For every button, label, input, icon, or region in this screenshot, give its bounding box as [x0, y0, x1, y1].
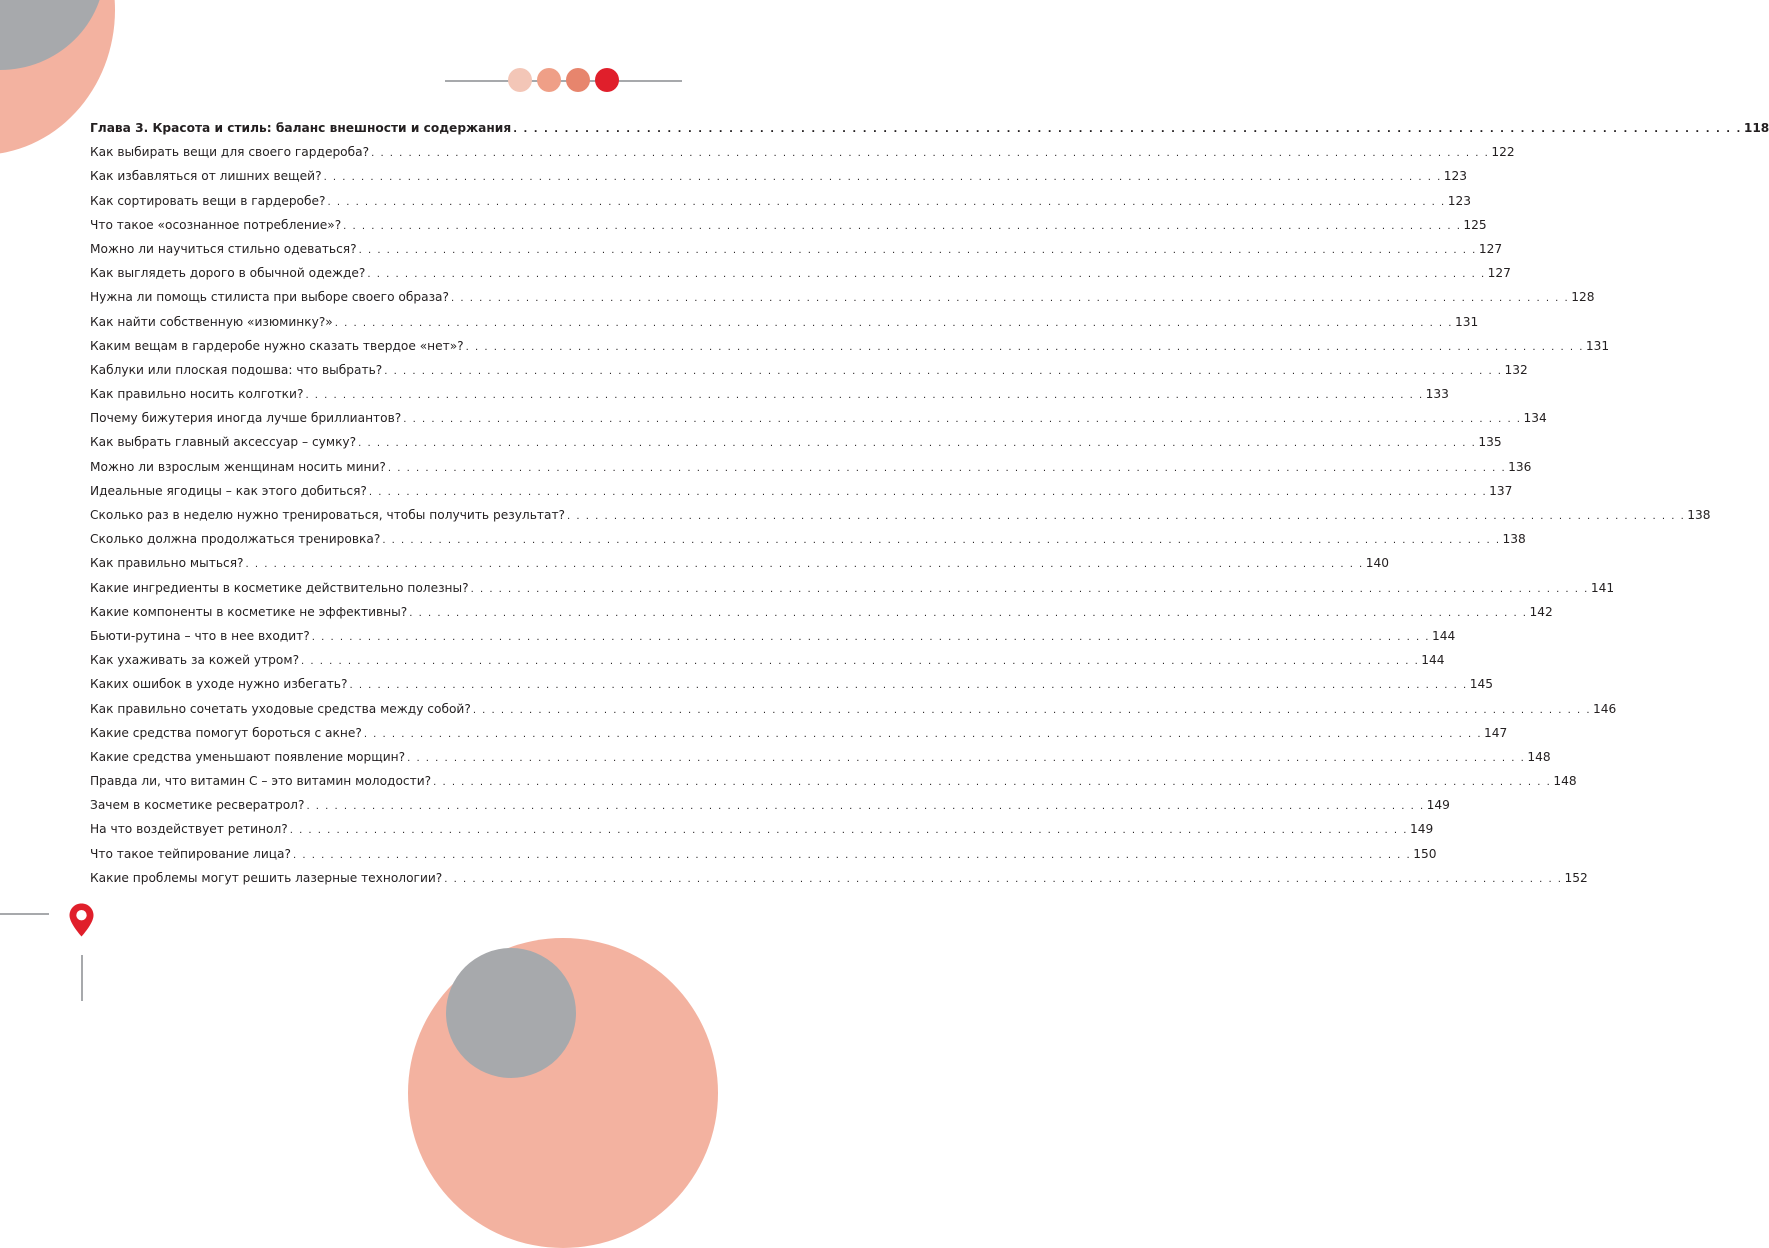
header-rule: [445, 80, 682, 82]
toc-leader-dots: . . . . . . . . . . . . . . . . . . . . . . . . . . . . . . . . . . . . . . . . . . . . . . . . . . . . . . . . . . . . . . . . . . . . . . . . . . . . . . . . . . . . . . . . . . . . . . . . . . . . . . . . . . . . . . . . . . . . . . . .: [289, 825, 1408, 837]
toc-entry-title: Какие компоненты в косметике не эффективны?: [90, 604, 408, 619]
toc-leader-dots: . . . . . . . . . . . . . . . . . . . . . . . . . . . . . . . . . . . . . . . . . . . . . . . . . . . . . . . . . . . . . . . . . . . . . . . . . . . . . . . . . . . . . . . . . . . . . . . . . . . . . . . . . . . . . . . . . . . . . . . .: [387, 462, 1507, 474]
toc-entry-title: Каких ошибок в уходе нужно избегать?: [90, 677, 348, 692]
toc-entry-page: 142: [1529, 604, 1553, 619]
toc-entry-title: Сколько раз в неделю нужно тренироваться, чтобы получить результат?: [90, 508, 566, 522]
toc-entry[interactable]: [90, 191, 1471, 215]
toc-entry-title: На что воздействует ретинол?: [90, 822, 288, 837]
toc-entry[interactable]: [90, 626, 1456, 650]
header-dot-3: [566, 68, 590, 92]
toc-leader-dots: . . . . . . . . . . . . . . . . . . . . . . . . . . . . . . . . . . . . . . . . . . . . . . . . . . . . . . . . . . . . . . . . . . . . . . . . . . . . . . . . . . . . . . . . . . . . . . . . . . . . . . . . . . . . . . . . . . . . . . . .: [433, 777, 1552, 789]
toc-entry-title: Что такое «осознанное потребление»?: [90, 217, 342, 232]
toc-entry-page: 148: [1527, 749, 1551, 764]
toc-entry[interactable]: [90, 481, 1513, 505]
toc-entry[interactable]: [90, 529, 1526, 553]
toc-leader-dots: . . . . . . . . . . . . . . . . . . . . . . . . . . . . . . . . . . . . . . . . . . . . . . . . . . . . . . . . . . . . . . . . . . . . . . . . . . . . . . . . . . . . . . . . . . . . . . . . . . . . . . . . . . . . . . . . . . . . . . . .: [306, 801, 1425, 813]
toc-entry[interactable]: [90, 553, 1389, 577]
toc-entry[interactable]: [90, 336, 1610, 360]
toc-entry-page: 138: [1687, 508, 1711, 522]
toc-entry-page: 122: [1491, 145, 1515, 160]
toc-entry-title: Какие ингредиенты в косметике действительно полезны?: [90, 580, 469, 595]
toc-leader-dots: . . . . . . . . . . . . . . . . . . . . . . . . . . . . . . . . . . . . . . . . . . . . . . . . . . . . . . . . . . . . . . . . . . . . . . . . . . . . . . . . . . . . . . . . . . . . . . . . . . . . . . . . . . . . . . . . . . . . . . . .: [444, 873, 1563, 885]
toc-entry[interactable]: [90, 819, 1434, 843]
toc-entry-title: Можно ли научиться стильно одеваться?: [90, 241, 357, 256]
toc-entry-title: Зачем в косметике ресвератрол?: [90, 798, 305, 813]
toc-leader-dots: . . . . . . . . . . . . . . . . . . . . . . . . . . . . . . . . . . . . . . . . . . . . . . . . . . . . . . . . . . . . . . . . . . . . . . . . . . . . . . . . . . . . . . . . . . . . . . . . . . . . . . . . . . . . . . . . . . . . . . . .: [358, 438, 1477, 450]
toc-entry-title: Как ухаживать за кожей утром?: [90, 653, 300, 668]
toc-entry-page: 125: [1463, 217, 1487, 232]
toc-entry-page: 127: [1487, 266, 1511, 281]
toc-chapter-title: Глава 3. Красота и стиль: баланс внешности и содержания: [90, 121, 512, 135]
toc-leader-dots: . . . . . . . . . . . . . . . . . . . . . . . . . . . . . . . . . . . . . . . . . . . . . . . . . . . . . . . . . . . . . . . . . . . . . . . . . . . . . . . . . . . . . . . . . . . . . . . . . . . . . . . . . . . . . . . . . . . . . . . .: [301, 656, 1420, 668]
toc-entry-page: 149: [1426, 798, 1450, 813]
toc-leader-dots: . . . . . . . . . . . . . . . . . . . . . . . . . . . . . . . . . . . . . . . . . . . . . . . . . . . . . . . . . . . . . . . . . . . . . . . . . . . . . . . . . . . . . . . . . . . . . . . . . . . . . . . . . . . . . . . . . . . . . . . .: [465, 341, 1584, 353]
toc-entry-title: Бьюти-рутина – что в нее входит?: [90, 628, 310, 643]
location-pin-icon: [68, 902, 95, 938]
toc-entry-page: 138: [1502, 532, 1526, 547]
toc-entry-title: Правда ли, что витамин С – это витамин молодости?: [90, 774, 432, 789]
toc-entry-title: Как сортировать вещи в гардеробе?: [90, 193, 326, 208]
toc-entry[interactable]: [90, 142, 1515, 166]
toc-leader-dots: . . . . . . . . . . . . . . . . . . . . . . . . . . . . . . . . . . . . . . . . . . . . . . . . . . . . . . . . . . . . . . . . . . . . . . . . . . . . . . . . . . . . . . . . . . . . . . . . . . . . . . . . . . . . . . . . . . . . . . . .: [407, 752, 1526, 764]
toc-entry[interactable]: [90, 432, 1502, 456]
toc-leader-dots: . . . . . . . . . . . . . . . . . . . . . . . . . . . . . . . . . . . . . . . . . . . . . . . . . . . . . . . . . . . . . . . . . . . . . . . . . . . . . . . . . . . . . . . . . . . . . . . . . . . . . . . . . . . . . . . . . . . . . . . .: [384, 365, 1503, 377]
toc-entry[interactable]: [90, 408, 1547, 432]
toc-entry-title: Что такое тейпирование лица?: [90, 846, 291, 861]
toc-chapter-page: 118: [1743, 121, 1769, 135]
toc-entry-page: 152: [1564, 870, 1588, 885]
toc-entry-page: 123: [1443, 169, 1468, 184]
toc-entry-page: 123: [1447, 193, 1471, 208]
toc-entry[interactable]: [90, 263, 1511, 287]
toc-leader-dots: . . . . . . . . . . . . . . . . . . . . . . . . . . . . . . . . . . . . . . . . . . . . . . . . . . . . . . . . . . . . . . . . . . . . . . . . . . . . . . . . . . . . . . . . . . . . . . . . . . . . . . . . . . . . . . . . . . . . . . . .: [363, 728, 1483, 740]
toc-entry[interactable]: [90, 771, 1577, 795]
toc-leader-dots: . . . . . . . . . . . . . . . . . . . . . . . . . . . . . . . . . . . . . . . . . . . . . . . . . . . . . . . . . . . . . . . . . . . . . . . . . . . . . . . . . . . . . . . . . . . . . . . . . . . . . . . . . . . . . . . . . . . . . . . .: [334, 317, 1453, 329]
toc-leader-dots: . . . . . . . . . . . . . . . . . . . . . . . . . . . . . . . . . . . . . . . . . . . . . . . . . . . . . . . . . . . . . . . . . . . . . . . . . . . . . . . . . . . . . . . . . . . . . . . . . . . . . . . . . . . . . . . . . . . . . . . .: [403, 414, 1522, 426]
toc-entry[interactable]: [90, 239, 1503, 263]
toc-leader-dots: . . . . . . . . . . . . . . . . . . . . . . . . . . . . . . . . . . . . . . . . . . . . . . . . . . . . . . . . . . . . . . . . . . . . . . . . . . . . . . . . . . . . . . . . . . . . . . . . . . . . . . . . . . . . . . . . . . . . . . . .: [245, 559, 1364, 571]
toc-entry-title: Как правильно носить колготки?: [90, 387, 304, 402]
toc-leader-dots: . . . . . . . . . . . . . . . . . . . . . . . . . . . . . . . . . . . . . . . . . . . . . . . . . . . . . . . . . . . . . . . . . . . . . . . . . . . . . . . . . . . . . . . . . . . . . . . . . . . . . . . . . . . . . . . . . . . . . . . .: [409, 607, 1528, 619]
toc-entry[interactable]: [90, 602, 1553, 626]
toc-entry-title: Какие проблемы могут решить лазерные технологии?: [90, 870, 443, 885]
toc-entry-page: 136: [1508, 459, 1532, 474]
toc-entry-page: 144: [1431, 628, 1456, 643]
toc-entry-title: Как правильно сочетать уходовые средства между собой?: [90, 701, 471, 716]
toc-entry-page: 149: [1409, 822, 1434, 837]
toc-chapter-heading[interactable]: [90, 118, 1769, 142]
toc-entry-title: Какие средства уменьшают появление морщин?: [90, 749, 406, 764]
toc-leader-dots: . . . . . . . . . . . . . . . . . . . . . . . . . . . . . . . . . . . . . . . . . . . . . . . . . . . . . . . . . . . . . . . . . . . . . . . . . . . . . . . . . . . . . . . . . . . . . . . . . . . . . . . . . . . . . . . . . . . . . . . .: [343, 220, 1462, 232]
toc-entry-title: Какие средства помогут бороться с акне?: [90, 725, 362, 740]
toc-entry[interactable]: [90, 747, 1551, 771]
toc-entry-title: Каблуки или плоская подошва: что выбрать?: [90, 362, 383, 377]
toc-leader-dots: . . . . . . . . . . . . . . . . . . . . . . . . . . . . . . . . . . . . . . . . . . . . . . . . . . . . . . . . . . . . . . . . . . . . . . . . . . . . . . . . . . . . . . . . . . . . . . . . . . . . . . . . . . . . . . . . . . . . . . . .: [567, 511, 1686, 522]
toc-leader-dots: . . . . . . . . . . . . . . . . . . . . . . . . . . . . . . . . . . . . . . . . . . . . . . . . . . . . . . . . . . . . . . . . . . . . . . . . . . . . . . . . . . . . . . . . . . . . . . . . . . . . . . . . . . . . . . . . . . . . . . . .: [451, 293, 1570, 305]
decorative-grey-circle-bottom: [446, 948, 576, 1078]
toc-entry[interactable]: [90, 360, 1528, 384]
table-of-contents: [90, 118, 1769, 892]
toc-leader-dots: . . . . . . . . . . . . . . . . . . . . . . . . . . . . . . . . . . . . . . . . . . . . . . . . . . . . . . . . . . . . . . . . . . . . . . . . . . . . . . . . . . . . . . . . . . . . . . . . . . . . . . . . . . . . . . . . . . . . . . . .: [311, 631, 1430, 643]
toc-entry[interactable]: [90, 795, 1450, 819]
toc-leader-dots: . . . . . . . . . . . . . . . . . . . . . . . . . . . . . . . . . . . . . . . . . . . . . . . . . . . . . . . . . . . . . . . . . . . . . . . . . . . . . . . . . . . . . . . . . . . . . . . . . . . . . . . . . . . . . . . . . . . . . . . .: [305, 390, 1424, 402]
toc-entry-title: Как выбрать главный аксессуар – сумку?: [90, 435, 357, 450]
toc-leader-dots: . . . . . . . . . . . . . . . . . . . . . . . . . . . . . . . . . . . . . . . . . . . . . . . . . . . . . . . . . . . . . . . . . . . . . . . . . . . . . . . . . . . . . . . . . . . . . . . . . . . . . . . . . . . . . . . . . . . . . . . .: [349, 680, 1468, 692]
toc-entry[interactable]: [90, 650, 1445, 674]
toc-entry-title: Можно ли взрослым женщинам носить мини?: [90, 459, 386, 474]
toc-entry[interactable]: [90, 699, 1617, 723]
toc-entry-title: Как правильно мыться?: [90, 556, 244, 571]
toc-entry-page: 150: [1413, 846, 1437, 861]
toc-leader-dots: . . . . . . . . . . . . . . . . . . . . . . . . . . . . . . . . . . . . . . . . . . . . . . . . . . . . . . . . . . . . . . . . . . . . . . . . . . . . . . . . . . . . . . . . . . . . . . . . . . . . . . . . . . . . . . . . . . . . . . . .: [368, 486, 1488, 498]
toc-leader-dots: . . . . . . . . . . . . . . . . . . . . . . . . . . . . . . . . . . . . . . . . . . . . . . . . . . . . . . . . . . . . . . . . . . . . . . . . . . . . . . . . . . . . . . . . . . . . . . . . . . . . . . . . . . . . . . . . . . . . . . . .: [382, 535, 1501, 547]
toc-leader-dots: . . . . . . . . . . . . . . . . . . . . . . . . . . . . . . . . . . . . . . . . . . . . . . . . . . . . . . . . . . . . . . . . . . . . . . . . . . . . . . . . . . . . . . . . . . . . . . . . . . . . . . . . . . . . . . . . . . . . . . . .: [327, 196, 1446, 208]
toc-entry[interactable]: [90, 215, 1487, 239]
toc-leader-dots: . . . . . . . . . . . . . . . . . . . . . . . . . . . . . . . . . . . . . . . . . . . . . . . . . . . . . . . . . . . . . . . . . . . . . . . . . . . . . . . . . . . . . . . . . . . . . . . . . . . . . . . . . . . . . . . . . . . . . . . .: [470, 583, 1589, 595]
toc-entry[interactable]: [90, 844, 1437, 868]
toc-entry[interactable]: [90, 457, 1532, 481]
toc-entry-page: 144: [1421, 653, 1445, 668]
toc-entry-title: Как избавляться от лишних вещей?: [90, 169, 322, 184]
toc-entry[interactable]: [90, 868, 1588, 892]
toc-leader-dots: . . . . . . . . . . . . . . . . . . . . . . . . . . . . . . . . . . . . . . . . . . . . . . . . . . . . . . . . . . . . . . . . . . . . . . . . . . . . . . . . . . . . . . . . . . . . . . . . . . . . . . . . . . . . . . . . . . . . . . . .: [293, 849, 1412, 861]
toc-entry[interactable]: [90, 384, 1449, 408]
toc-entry-page: 127: [1478, 241, 1503, 256]
toc-entry-page: 148: [1553, 774, 1577, 789]
toc-entry-page: 133: [1425, 387, 1449, 402]
toc-entry-page: 128: [1571, 290, 1595, 305]
toc-entry[interactable]: [90, 674, 1493, 698]
toc-entry-page: 132: [1504, 362, 1528, 377]
toc-entry-title: Идеальные ягодицы – как этого добиться?: [90, 483, 367, 498]
header-dot-1: [508, 68, 532, 92]
toc-leader-dots: . . . . . . . . . . . . . . . . . . . . . . . . . . . . . . . . . . . . . . . . . . . . . . . . . . . . . . . . . . . . . . . . . . . . . . . . . . . . . . . . . . . . . . . . . . . . . . . . . . . . . . . . . . . . . . . . . . . . . . . .: [323, 172, 1442, 184]
toc-entry-page: 140: [1365, 556, 1389, 571]
toc-entry-title: Как выбирать вещи для своего гардероба?: [90, 145, 370, 160]
footer-vertical-rule: [81, 955, 83, 1001]
toc-entry[interactable]: [90, 287, 1595, 311]
toc-leader-dots: . . . . . . . . . . . . . . . . . . . . . . . . . . . . . . . . . . . . . . . . . . . . . . . . . . . . . . . . . . . . . . . . . . . . . . . . . . . . . . . . . . . . . . . . . . . . . . . . . . . . . . . . . . . . . . . . . . . . . . . .: [367, 269, 1486, 281]
toc-entry[interactable]: [90, 578, 1615, 602]
toc-entry-title: Как найти собственную «изюминку?»: [90, 314, 333, 329]
toc-entry-page: 134: [1523, 411, 1547, 426]
toc-entry-page: 145: [1469, 677, 1493, 692]
toc-entry[interactable]: [90, 166, 1468, 190]
toc-leader-dots: . . . . . . . . . . . . . . . . . . . . . . . . . . . . . . . . . . . . . . . . . . . . . . . . . . . . . . . . . . . . . . . . . . . . . . . . . . . . . . . . . . . . . . . . . . . . . . . . . . . . . . . . . . . . . . . . . . . . . . . .: [371, 148, 1490, 160]
toc-entry-page: 146: [1593, 701, 1617, 716]
toc-entry[interactable]: [90, 723, 1508, 747]
toc-entry-page: 135: [1478, 435, 1502, 450]
header-dot-2: [537, 68, 561, 92]
toc-entry-page: 147: [1484, 725, 1508, 740]
header-dot-4: [595, 68, 619, 92]
toc-entry-title: Сколько должна продолжаться тренировка?: [90, 532, 381, 547]
toc-leader-dots: . . . . . . . . . . . . . . . . . . . . . . . . . . . . . . . . . . . . . . . . . . . . . . . . . . . . . . . . . . . . . . . . . . . . . . . . . . . . . . . . . . . . . . . . . . . . . . . . . . . . . . . . . . . . . . . . . . . . . . . .: [358, 244, 1477, 256]
toc-leader-dots: . . . . . . . . . . . . . . . . . . . . . . . . . . . . . . . . . . . . . . . . . . . . . . . . . . . . . . . . . . . . . . . . . . . . . . . . . . . . . . . . . . . . . . . . . . . . . . . . . . . . . . . . . . . . . . . . . . . . . . . .: [513, 124, 1742, 135]
toc-entry-title: Нужна ли помощь стилиста при выборе своего образа?: [90, 290, 449, 305]
toc-entry-page: 137: [1489, 483, 1513, 498]
toc-leader-dots: . . . . . . . . . . . . . . . . . . . . . . . . . . . . . . . . . . . . . . . . . . . . . . . . . . . . . . . . . . . . . . . . . . . . . . . . . . . . . . . . . . . . . . . . . . . . . . . . . . . . . . . . . . . . . . . . . . . . . . . .: [472, 704, 1592, 716]
toc-entry[interactable]: [90, 312, 1479, 336]
toc-entry-title: Почему бижутерия иногда лучше бриллиантов?: [90, 411, 402, 426]
toc-entry[interactable]: [90, 505, 1711, 529]
footer-rule: [0, 913, 49, 915]
toc-entry-page: 131: [1454, 314, 1479, 329]
toc-entry-page: 141: [1590, 580, 1615, 595]
toc-entry-title: Каким вещам в гардеробе нужно сказать твердое «нет»?: [90, 338, 464, 353]
toc-entry-page: 131: [1585, 338, 1610, 353]
toc-entry-title: Как выглядеть дорого в обычной одежде?: [90, 266, 366, 281]
